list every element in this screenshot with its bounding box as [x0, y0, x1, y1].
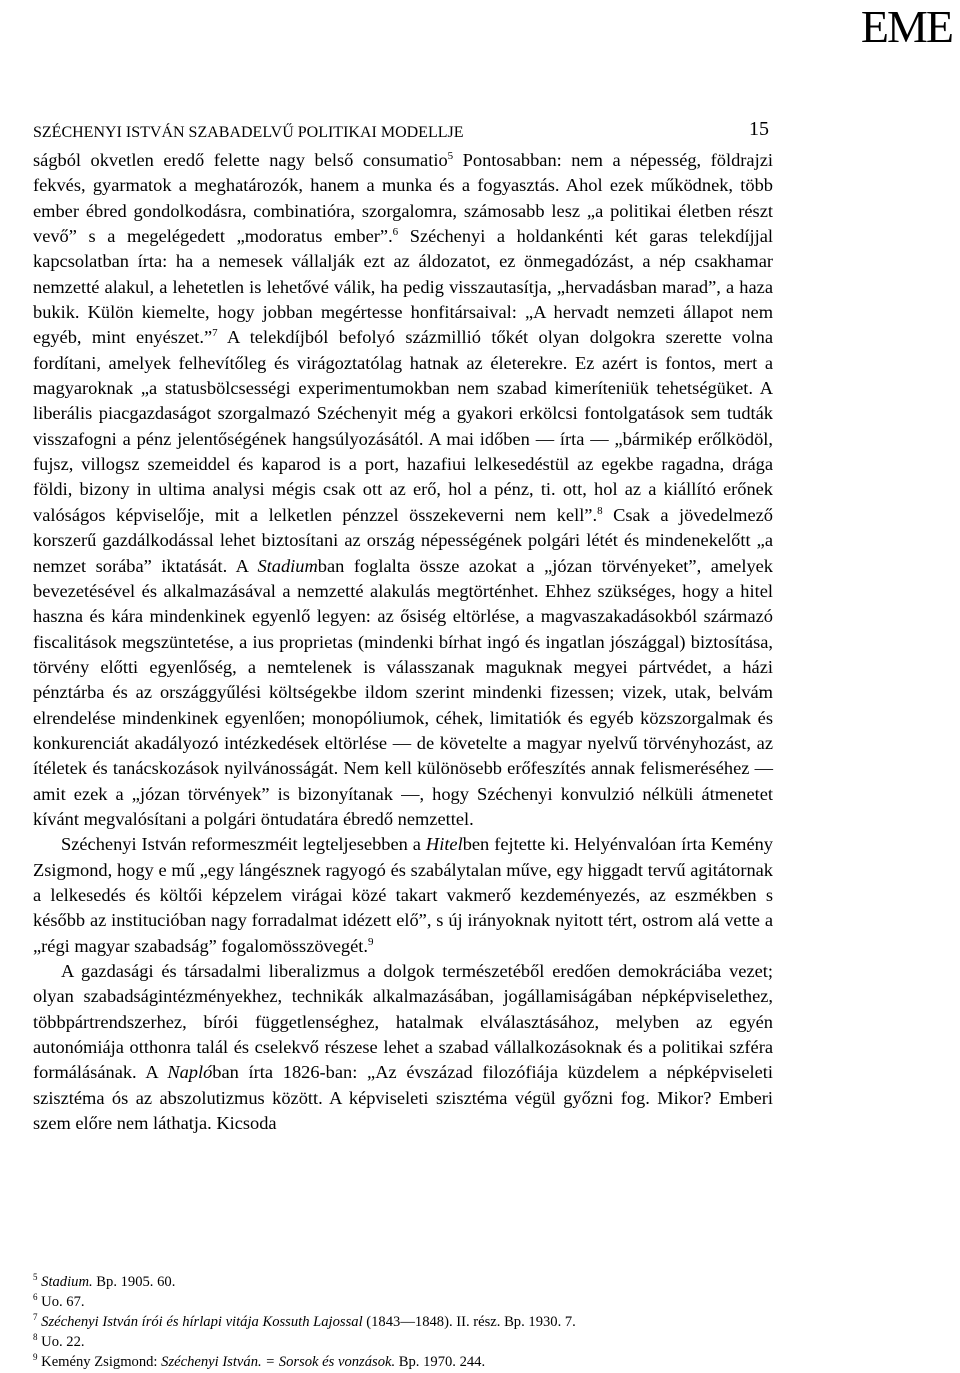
footnote-number: 9 — [33, 1352, 38, 1362]
paragraph-3 — [33, 959, 773, 1136]
text-run: ban foglalta össze azokat a „józan törvényeket”, amelyek bevezetésével és alkalmazásával a nemzetté alakulás megtörténhet. Ehhez szükséges, hogy a hitel haszna és kára mindenkinek egyenlő legyen: az ősiség eltörlése, a magvaszakadásokból származó fiscalitások megszüntetése, a ius proprietas (mindenki bírhat ingó és ingatlan jószággal) biztosítása, törvény előtti egyenlőség, a nemtelenek is válasszanak maguknak megyei pártvédet, a házi pénztárba és az országgyűlési költségekbe ildom szerint mindenki fizessen; vizek, utak, belvám elrendelése mindenkinek egyenlően; monopóliumok, céhek, limitatiók és egyéb közszorgalmak és konkurenciát akadályozó intézkedések eltörlése — de követelte a magyar nyelvű törvényhozást, az ítéletek és tanácskozások nyilvánosságát. Nem kell különösebb erőfeszítés annak felismeréséhez — amit ezek a „józan törvények” is bizonyítanak —, hogy Széchenyi konvulzió nélküli átmenetet kívánt megvalósítani a polgári öntudatára ébredő nemzettel. — [33, 555, 773, 829]
footnote-text: Bp. 1970. 244. — [395, 1354, 486, 1370]
footnote-8 — [33, 1332, 773, 1352]
footnote-number: 6 — [33, 1292, 38, 1302]
footnote-number: 8 — [33, 1332, 38, 1342]
footnote-number: 5 — [33, 1272, 38, 1282]
footnote-number: 7 — [33, 1312, 38, 1322]
text-run: A telekdíjból befolyó százmillió tőkét olyan dolgokra szerette volna fordítani, amelyek felhevítőleg és virágoztatólag hatnak az életerekre. Ez azért is fontos, mert a magyaroknak „a statusbölcsességi experimentumokban nem szabad kimeríteniük tehetségüket. A liberális piacgazdaságot szorgalmazó Széchenyit még a gyakori erkölcsi fontolgatások sem tudták visszafogni a pénz jelentőségének hangsúlyozásától. A mai időben — írta — „bármikép erőlködöl, fujsz, villogsz szemeiddel és kaparod is a port, hazafiui lelkesedéstül az egekbe ragadna, drága földi, bizony in ultima analysi mégis csak ott az erő, hol a pénz, ti. ott, hol az a kiállító erőnek valóságos képviselője, mit a lelketlen pénzzel összekeverni nem kell”. — [33, 327, 773, 525]
text-run: ságból okvetlen eredő felette nagy belső consumatio — [33, 150, 448, 170]
text-run: ban írta 1826-ban: „Az évszázad filozófiája küzdelem a népképviseleti szisztéma ós az abszolutizmus között. A képviseleti szisztéma végül győzni fog. Mikor? Emberi szem előre nem láthatja. Kicsoda — [33, 1062, 773, 1134]
footnote-ref[interactable]: 8 — [597, 504, 603, 517]
footnote-author: Kemény Zsigmond: — [41, 1354, 162, 1370]
paragraph-2 — [33, 832, 773, 959]
footnote-9 — [33, 1352, 773, 1372]
footnote-title: Széchenyi István. = Sorsok és vonzások. — [161, 1354, 396, 1370]
main-text — [33, 148, 773, 1136]
text-run: A gazdasági és társadalmi liberalizmus a dolgok természetéből eredően demokráciába vezet; olyan szabadságintézményekhez, technikák alkalmazásában, jogállamiságában népképviselethez, többpártrendszerhez, bírói függetlenséghez, hatalmak elválasztásához, melyben az egyén autonómiája otthonra talál és cselekvő részese lehet a szabad vállalkozásoknak és a politikai szféra formálásának. A — [33, 961, 773, 1083]
text-run: Széchenyi István reformeszméit legteljesebben a — [61, 834, 426, 855]
running-title: SZÉCHENYI ISTVÁN SZABADELVŰ POLITIKAI MODELLJE — [33, 124, 464, 141]
footnote-7 — [33, 1312, 773, 1332]
text-run: ben fejtette ki. Helyénvalóan írta Kemény Zsigmond, hogy e mű „egy lángésznek ragyogó és szabálytalan műve, egy higgadt tervű agitátornak a lelkesedés és költői képzelem virágai közé takart vakmerő kezdeményezés, az eszmékben s később az institucióban nagy forradalmat idézett elő”, s új irányoknak nyitott tért, ostrom alá vette a „régi magyar szabadság” fogalomösszövegét. — [33, 834, 773, 956]
footnote-text: Bp. 1905. 60. — [92, 1274, 176, 1290]
publisher-logo: EME — [860, 1, 952, 52]
text-run: Pontosabban: nem a népesség, földrajzi fekvés, gyarmatok a meghatározók, hanem a munka és a fogyasztás. Ahol ezek működnek, több ember ébred gondolkodásra, combinatióra, szorgalomra, számosabb lesz „a politikai életben részt vevő” s a megelégedett „modoratus ember”. — [33, 150, 773, 247]
page-number: 15 — [749, 118, 769, 140]
paragraph-1 — [33, 148, 773, 832]
footnote-text: (1843—1848). II. rész. Bp. 1930. 7. — [362, 1314, 576, 1330]
footnote-ref[interactable]: 5 — [447, 150, 454, 162]
work-title: Napló — [167, 1062, 213, 1083]
footnote-text: Uo. 67. — [41, 1294, 85, 1310]
work-title: Hitel — [425, 834, 463, 855]
footnote-ref[interactable]: 7 — [212, 327, 218, 340]
footnote-ref[interactable]: 9 — [367, 935, 374, 948]
footnote-ref[interactable]: 6 — [392, 226, 399, 239]
footnote-title: Széchenyi István írói és hírlapi vitája Kossuth Lajossal — [41, 1314, 363, 1330]
footnote-5 — [33, 1272, 773, 1292]
footnote-text: Uo. 22. — [41, 1334, 85, 1350]
text-run: Csak a jövedelmező korszerű gazdálkodással lehet biztosítani az ország népességének polgári létét és mindenekelőtt „a nemzet sorába” iktatását. A — [33, 504, 773, 576]
work-title: Stadium — [257, 555, 318, 576]
footnote-6 — [33, 1292, 773, 1312]
footnotes — [33, 1272, 773, 1372]
text-run: Széchenyi a holdankénti két garas telekdíjjal kapcsolatban írta: ha a nemesek vállalják ezt az áldozatot, ez önmegadózást, a nép csakhamar nemzetté alakul, a lehetetlen is lehetővé válik, ha pedig visszautasítja, „hervadásban marad”, a haza bukik. Külön kiemelte, hogy jobban megértesse honfitársaival: „A hervadt nemzeti állapot nem egyéb, mint enyészet.” — [33, 226, 774, 348]
footnote-title: Stadium. — [41, 1274, 93, 1290]
running-header — [33, 118, 769, 146]
